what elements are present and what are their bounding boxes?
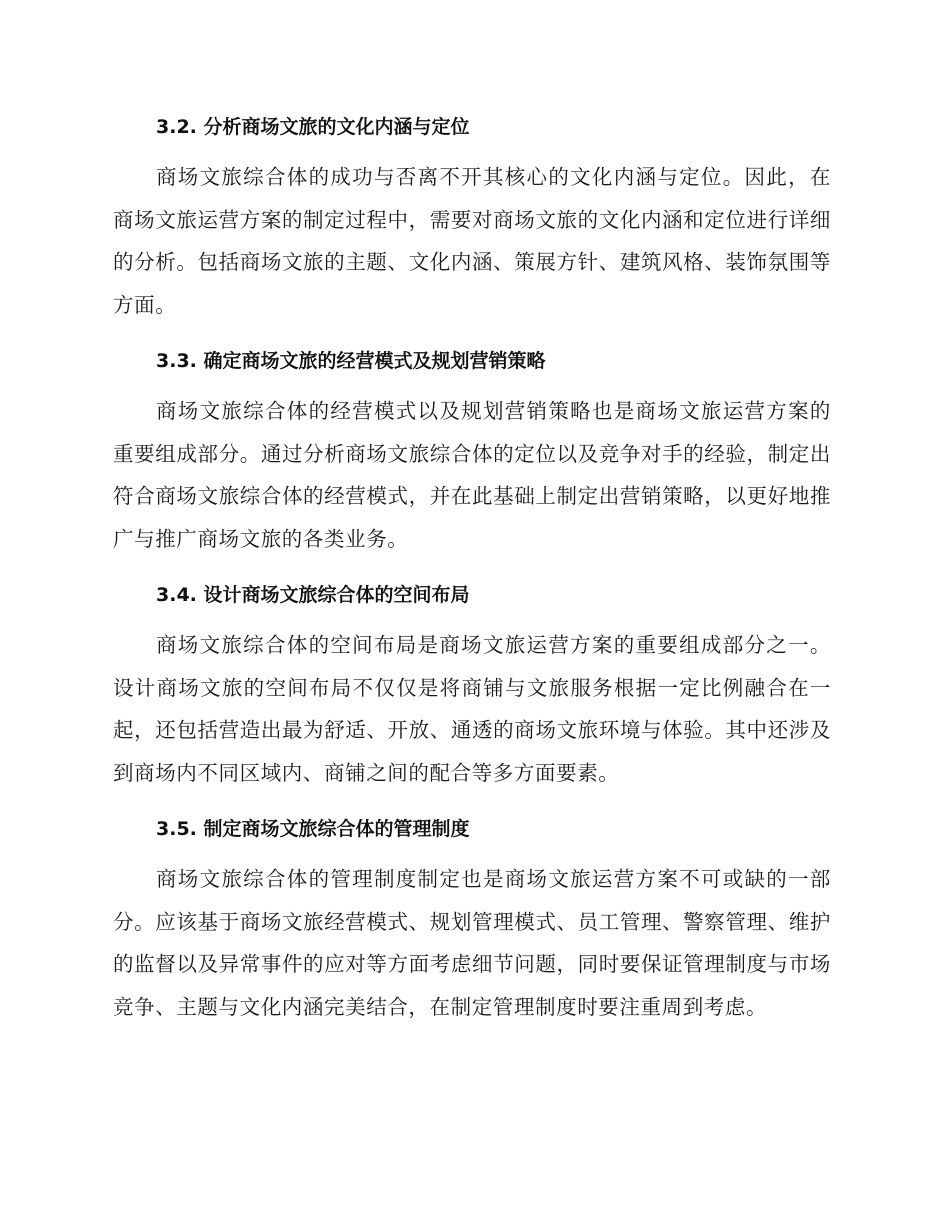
section-3-2 bbox=[113, 110, 831, 326]
document-body bbox=[113, 110, 831, 1046]
section-paragraph: 商场文旅综合体的管理制度制定也是商场文旅运营方案不可或缺的一部分。应该基于商场文旅经营模式、规划管理模式、员工管理、警察管理、维护的监督以及异常事件的应对等方面考虑细节问题，同时要保证管理制度与市场竞争、主题与文化内涵完美结合，在制定管理制度时要注重周到考虑。 bbox=[113, 867, 831, 1019]
section-heading: 3.3. 确定商场文旅的经营模式及规划营销策略 bbox=[156, 350, 546, 372]
section-heading: 3.4. 设计商场文旅综合体的空间布局 bbox=[156, 584, 470, 606]
section-heading: 3.5. 制定商场文旅综合体的管理制度 bbox=[156, 818, 470, 840]
section-3-4 bbox=[113, 578, 831, 794]
section-paragraph: 商场文旅综合体的空间布局是商场文旅运营方案的重要组成部分之一。设计商场文旅的空间布局不仅仅是将商铺与文旅服务根据一定比例融合在一起，还包括营造出最为舒适、开放、通透的商场文旅环境与体验。其中还涉及到商场内不同区域内、商铺之间的配合等多方面要素。 bbox=[113, 633, 831, 785]
section-3-3 bbox=[113, 344, 831, 560]
section-paragraph: 商场文旅综合体的成功与否离不开其核心的文化内涵与定位。因此，在商场文旅运营方案的制定过程中，需要对商场文旅的文化内涵和定位进行详细的分析。包括商场文旅的主题、文化内涵、策展方针、建筑风格、装饰氛围等方面。 bbox=[113, 165, 831, 317]
section-paragraph: 商场文旅综合体的经营模式以及规划营销策略也是商场文旅运营方案的重要组成部分。通过分析商场文旅综合体的定位以及竞争对手的经验，制定出符合商场文旅综合体的经营模式，并在此基础上制定出营销策略，以更好地推广与推广商场文旅的各类业务。 bbox=[113, 399, 831, 551]
section-heading: 3.2. 分析商场文旅的文化内涵与定位 bbox=[156, 116, 470, 138]
section-3-5 bbox=[113, 812, 831, 1028]
